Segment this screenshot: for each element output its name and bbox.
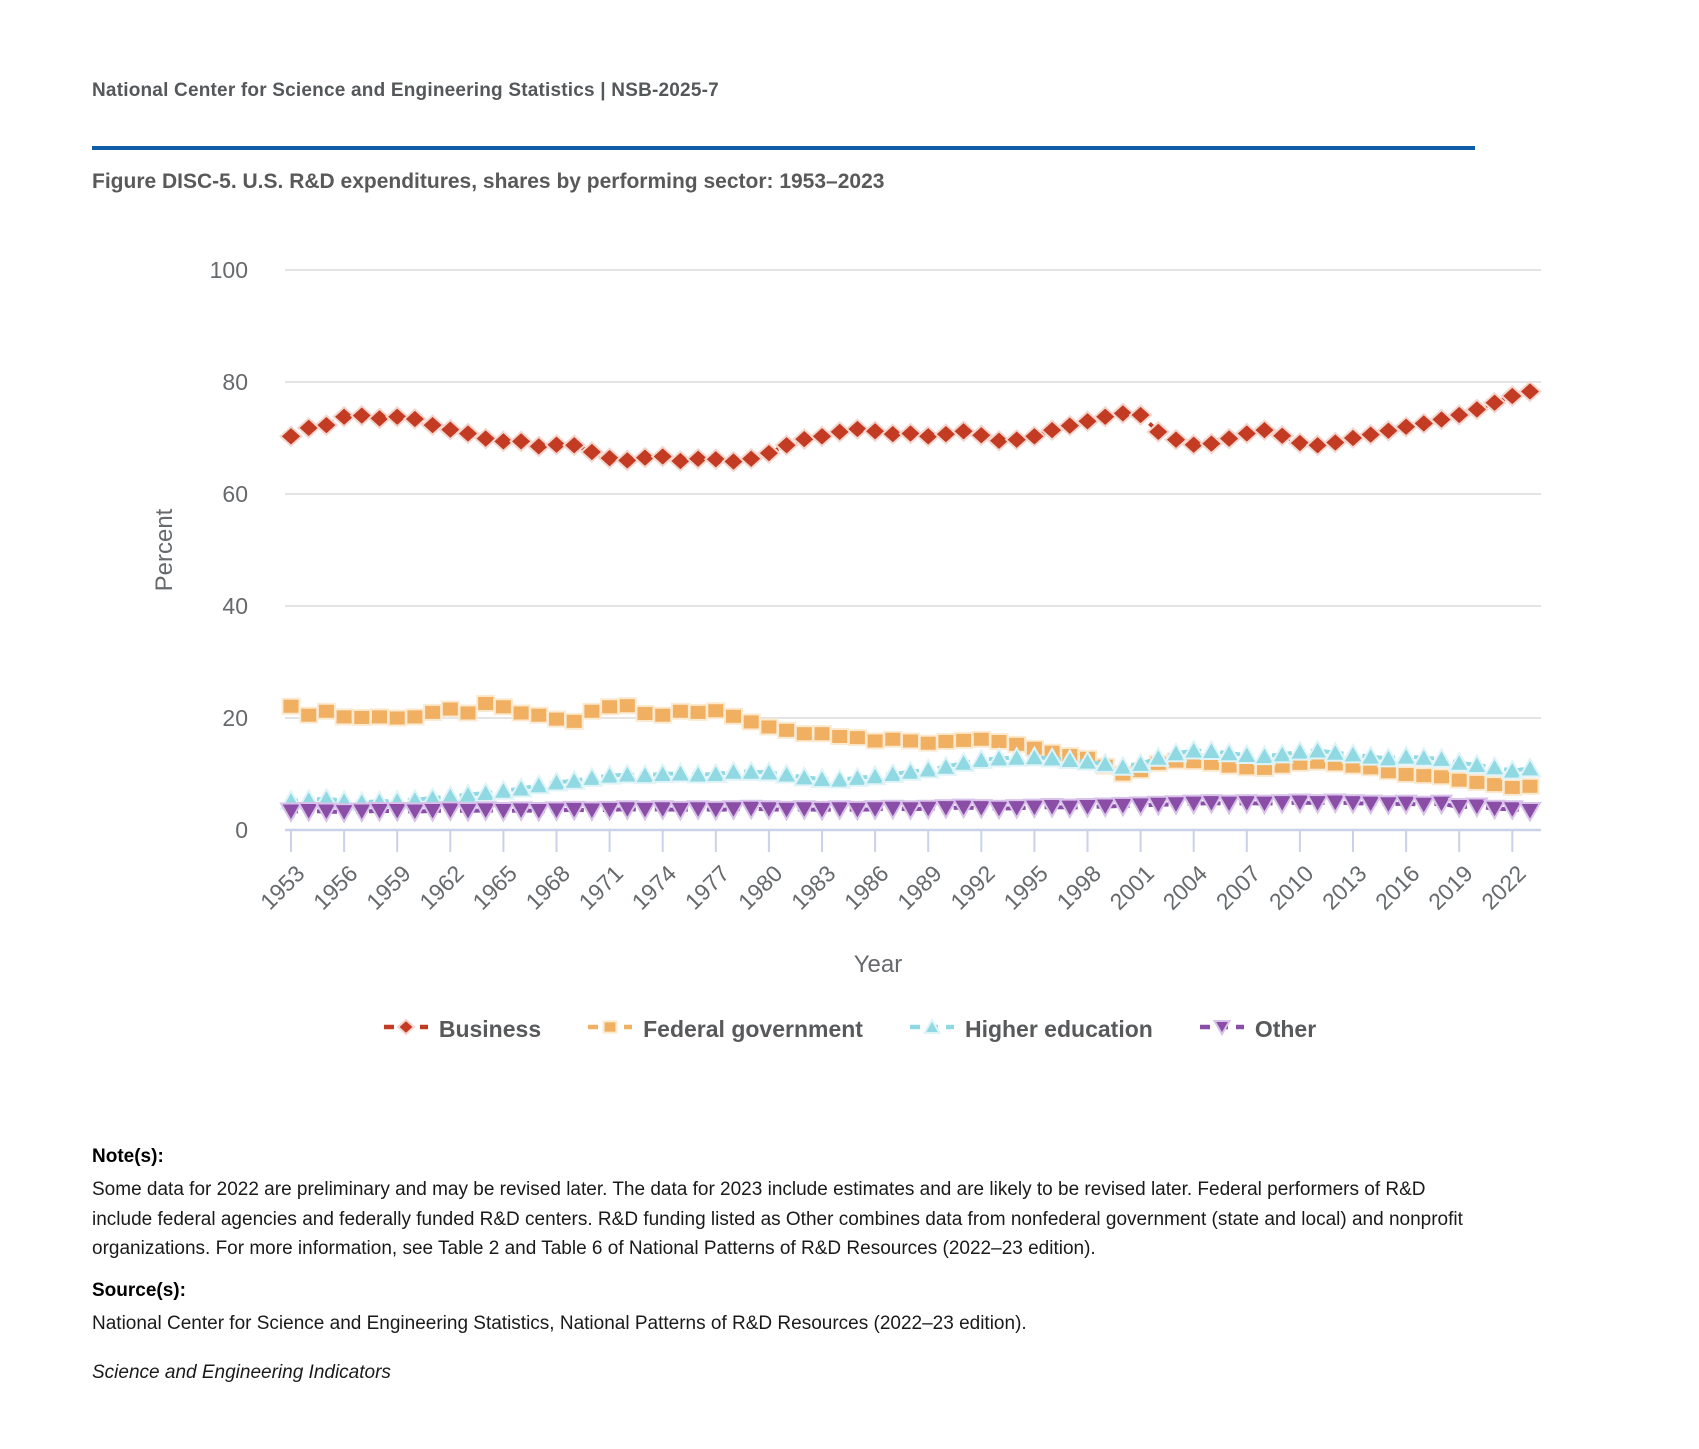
legend-item-federal-government [587,1016,863,1043]
line-chart [0,230,1699,1002]
svg-text:1959: 1959 [361,860,416,915]
notes-text: Some data for 2022 are preliminary and may be revised later. The data for 2023 include estimates and are likely to be revised later. Federal performers of R&D include federal agencies and federally funded R&D centers. R&D funding listed as Other combines data from nonfederal government (state and local) and nonprofit organizations. For more information, see Table 2 and Table 6 of National Patterns of R&D Resources (2022–23 edition). [92,1179,1463,1259]
notes-label: Note(s): [92,1146,164,1167]
svg-text:1983: 1983 [785,860,841,915]
sources-section [92,1280,1488,1339]
svg-text:2010: 2010 [1263,860,1319,915]
svg-text:1986: 1986 [839,860,894,915]
svg-text:1968: 1968 [520,860,576,915]
svg-text:1995: 1995 [998,860,1053,915]
other-triangle-down-marker-icon [1199,1016,1245,1043]
svg-text:1989: 1989 [892,860,947,915]
svg-text:2016: 2016 [1370,860,1425,915]
sources-label: Source(s): [92,1280,186,1301]
svg-text:1953: 1953 [254,860,310,915]
svg-text:1974: 1974 [626,860,682,915]
legend-label: Federal government [643,1016,863,1042]
svg-text:2013: 2013 [1316,860,1372,915]
chart-canvas [0,230,1699,1002]
svg-text:1977: 1977 [679,860,735,915]
svg-text:0: 0 [235,817,248,843]
notes-section [92,1146,1488,1264]
svg-text:2001: 2001 [1104,860,1160,915]
chart-legend [0,1016,1699,1043]
svg-text:60: 60 [222,481,248,507]
svg-text:1971: 1971 [573,860,629,915]
svg-text:20: 20 [222,705,248,731]
svg-text:1992: 1992 [945,860,1000,915]
svg-text:2019: 2019 [1423,860,1478,915]
svg-text:1998: 1998 [1051,860,1107,915]
higher-education-triangle-marker-icon [909,1016,955,1043]
legend-label: Other [1254,1016,1317,1042]
svg-text:2022: 2022 [1476,860,1531,915]
sources-text: National Center for Science and Engineering Statistics, National Patterns of R&D Resources (2022–23 edition). [92,1313,1027,1334]
svg-text:1965: 1965 [467,860,522,915]
legend-label: Business [438,1016,542,1042]
legend-item-other [1199,1016,1316,1043]
svg-text:2007: 2007 [1210,860,1266,915]
figure-title: Figure DISC-5. U.S. R&D expenditures, shares by performing sector: 1953–2023 [92,170,885,193]
svg-text:40: 40 [222,593,248,619]
report-header: National Center for Science and Engineering Statistics | NSB-2025-7 [92,80,719,101]
legend-label: Higher education [964,1016,1153,1042]
svg-text:1980: 1980 [732,860,788,915]
svg-text:2004: 2004 [1157,860,1213,915]
svg-text:1956: 1956 [308,860,363,915]
footer-indicators: Science and Engineering Indicators [92,1362,391,1383]
business-diamond-marker-icon [383,1016,429,1043]
svg-text:1962: 1962 [414,860,469,915]
svg-text:Percent: Percent [151,508,178,592]
legend-item-higher-education [909,1016,1153,1043]
svg-text:Year: Year [853,951,903,978]
legend-item-business [383,1016,541,1043]
svg-text:100: 100 [209,257,248,283]
svg-text:80: 80 [222,369,248,395]
blue-divider-rule [92,146,1475,150]
federal-square-marker-icon [587,1016,633,1043]
